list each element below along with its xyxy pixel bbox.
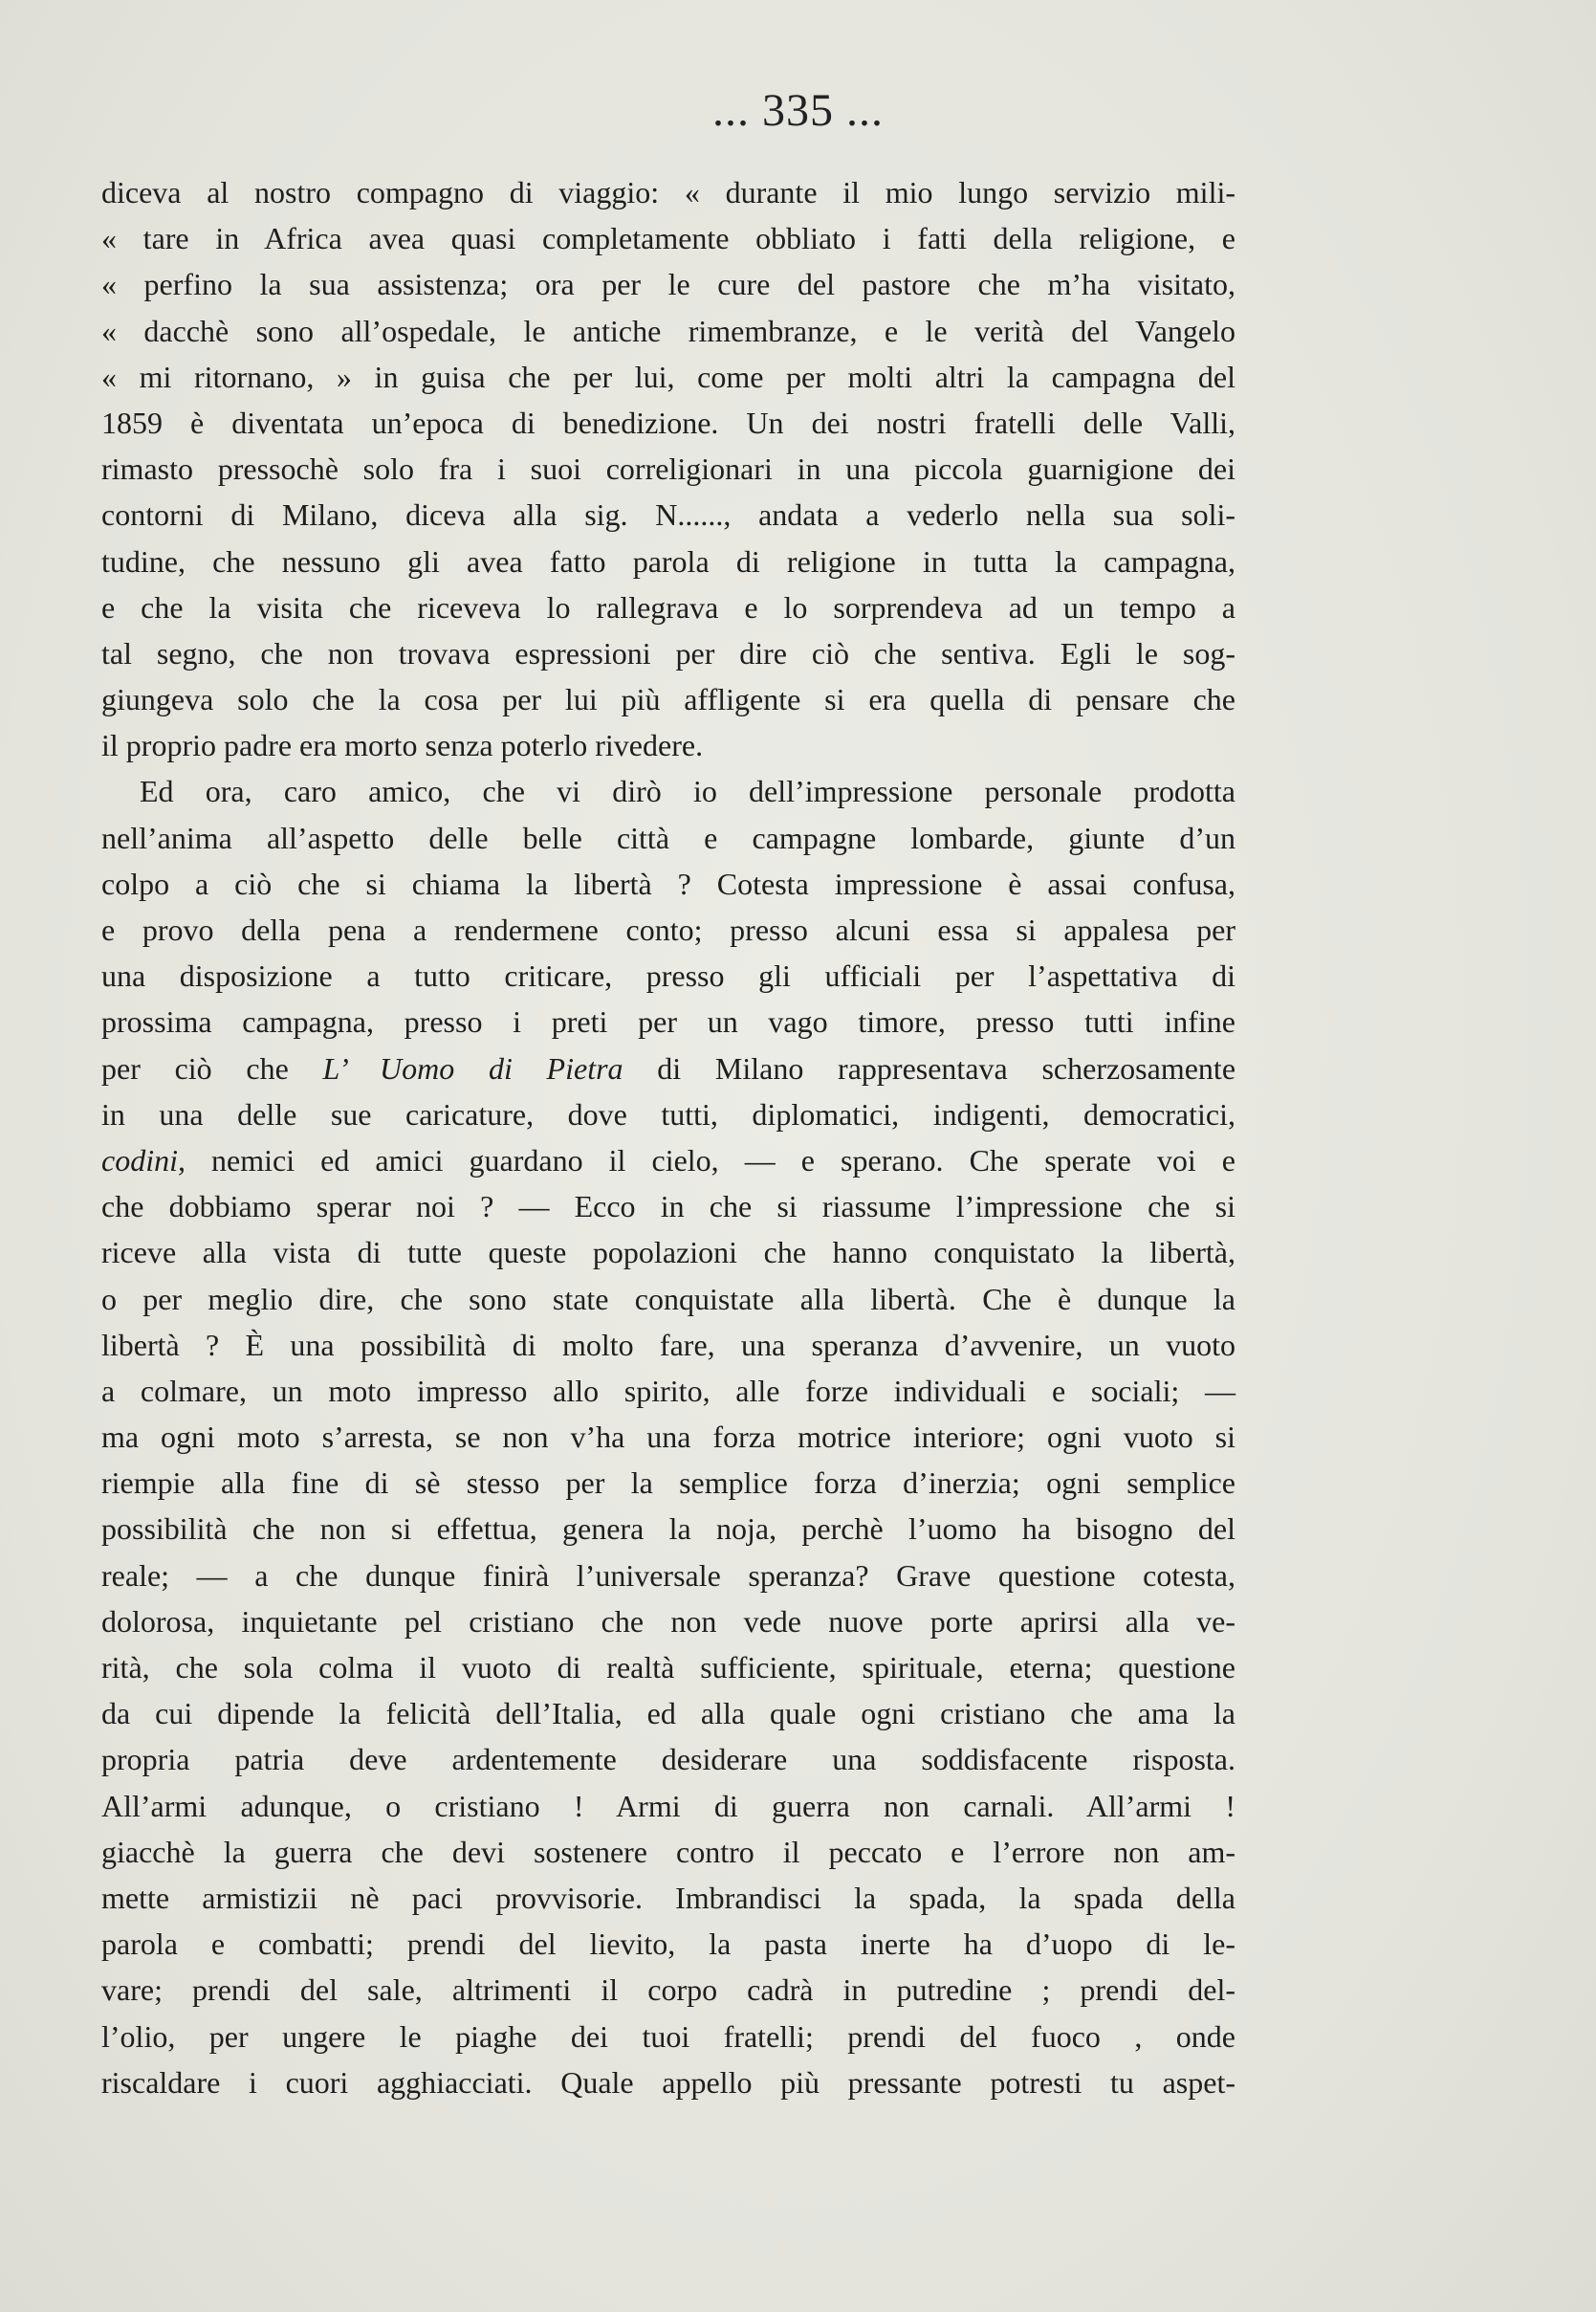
text-line: riscaldare i cuori agghiacciati. Quale appello più pressante potresti tu aspet- bbox=[101, 2064, 1235, 2100]
text-line: « mi ritornano, » in guisa che per lui, come per molti altri la campagna del bbox=[101, 359, 1235, 394]
text-line: « tare in Africa avea quasi completamente obbliato i fatti della religione, e bbox=[101, 221, 1235, 256]
text-line: reale; — a che dunque finirà l’universale speranza? Grave questione cotesta, bbox=[101, 1557, 1235, 1593]
text-line: 1859 è diventata un’epoca di benedizione. Un dei nostri fratelli delle Valli, bbox=[101, 405, 1235, 440]
text-line: vare; prendi del sale, altrimenti il corpo cadrà in putredine ; prendi del- bbox=[101, 1972, 1235, 2008]
text-line bbox=[101, 1046, 1235, 1091]
text-line: che dobbiamo sperar noi ? — Ecco in che si riassume l’impressione che si bbox=[101, 1189, 1235, 1224]
text-line: prossima campagna, presso i preti per un vago timore, presso tutti infine bbox=[101, 1004, 1235, 1040]
text-line: diceva al nostro compagno di viaggio: « durante il mio lungo servizio mili- bbox=[101, 175, 1235, 209]
text-line: dolorosa, inquietante pel cristiano che non vede nuove porte aprirsi alla ve- bbox=[101, 1603, 1235, 1639]
newspaper-title: L’ Uomo di Pietra bbox=[322, 1050, 623, 1086]
body-text bbox=[101, 169, 1235, 2105]
text-line: tudine, che nessuno gli avea fatto parola di religione in tutta la campagna, bbox=[101, 543, 1235, 579]
text-line: da cui dipende la felicità dell’Italia, ed alla quale ogni cristiano che ama la bbox=[101, 1696, 1235, 1731]
text-line: o per meglio dire, che sono state conquistate alla libertà. Che è dunque la bbox=[101, 1281, 1235, 1316]
text-line: propria patria deve ardentemente desiderare una soddisfacente risposta. bbox=[101, 1742, 1235, 1777]
text-line: libertà ? È una possibilità di molto fare, una speranza d’avvenire, un vuoto bbox=[101, 1327, 1235, 1362]
text-line: « dacchè sono all’ospedale, le antiche rimembranze, e le verità del Vangelo bbox=[101, 313, 1235, 348]
text-segment: nemici ed amici guardano il cielo, — e sperano. Che sperate voi e bbox=[185, 1142, 1235, 1178]
text-line bbox=[101, 1137, 1235, 1183]
text-line: mette armistizii nè paci provvisorie. Imbrandisci la spada, la spada della bbox=[101, 1880, 1235, 1915]
text-line: colpo a ciò che si chiama la libertà ? Cotesta impressione è assai confusa, bbox=[101, 866, 1235, 901]
text-line: contorni di Milano, diceva alla sig. N......, andata a vederlo nella sua soli- bbox=[101, 497, 1235, 533]
text-line: giacchè la guerra che devi sostenere contro il peccato e l’errore non am- bbox=[101, 1834, 1235, 1869]
text-line: e provo della pena a rendermene conto; presso alcuni essa si appalesa per bbox=[101, 913, 1235, 947]
paragraph-end-line: il proprio padre era morto senza poterlo rivedere. bbox=[101, 728, 704, 763]
text-segment: di Milano rappresentava scherzosamente bbox=[623, 1050, 1236, 1086]
text-line: a colmare, un moto impresso allo spirito, alle forze individuali e sociali; — bbox=[101, 1373, 1235, 1408]
text-line: l’olio, per ungere le piaghe dei tuoi fratelli; prendi del fuoco , onde bbox=[101, 2018, 1235, 2054]
text-line: riempie alla fine di sè stesso per la semplice forza d’inerzia; ogni semplice bbox=[101, 1465, 1235, 1501]
text-line: nell’anima all’aspetto delle belle città e campagne lombarde, giunte d’un bbox=[101, 820, 1235, 855]
paragraph-start-line: Ed ora, caro amico, che vi dirò io dell’impressione personale prodotta bbox=[140, 774, 1235, 809]
text-line: « perfino la sua assistenza; ora per le cure del pastore che m’ha visitato, bbox=[101, 267, 1235, 302]
text-line: giungeva solo che la cosa per lui più affligente si era quella di pensare che bbox=[101, 682, 1235, 717]
text-line: in una delle sue caricature, dove tutti, diplomatici, indigenti, democratici, bbox=[101, 1096, 1235, 1132]
text-line: All’armi adunque, o cristiano ! Armi di guerra non carnali. All’armi ! bbox=[101, 1788, 1235, 1823]
text-line: riceve alla vista di tutte queste popolazioni che hanno conquistato la libertà, bbox=[101, 1235, 1235, 1270]
text-line: rità, che sola colma il vuoto di realtà sufficiente, spirituale, eterna; questione bbox=[101, 1650, 1235, 1684]
text-line: ma ogni moto s’arresta, se non v’ha una forza motrice interiore; ogni vuoto si bbox=[101, 1420, 1235, 1455]
page-number: ... 335 ... bbox=[712, 85, 884, 136]
text-line: una disposizione a tutto criticare, presso gli ufficiali per l’aspettativa di bbox=[101, 958, 1235, 994]
text-line: e che la visita che riceveva lo rallegrava e lo sorprendeva ad un tempo a bbox=[101, 589, 1235, 625]
text-line: rimasto pressochè solo fra i suoi correligionari in una piccola guarnigione dei bbox=[101, 451, 1235, 487]
text-line: parola e combatti; prendi del lievito, la pasta inerte ha d’uopo di le- bbox=[101, 1927, 1235, 1962]
text-segment: per ciò che bbox=[101, 1050, 323, 1086]
italic-word: codini, bbox=[101, 1142, 186, 1178]
text-line: tal segno, che non trovava espressioni per dire ciò che sentiva. Egli le sog- bbox=[101, 635, 1235, 671]
text-line: possibilità che non si effettua, genera la noja, perchè l’uomo ha bisogno del bbox=[101, 1511, 1235, 1547]
